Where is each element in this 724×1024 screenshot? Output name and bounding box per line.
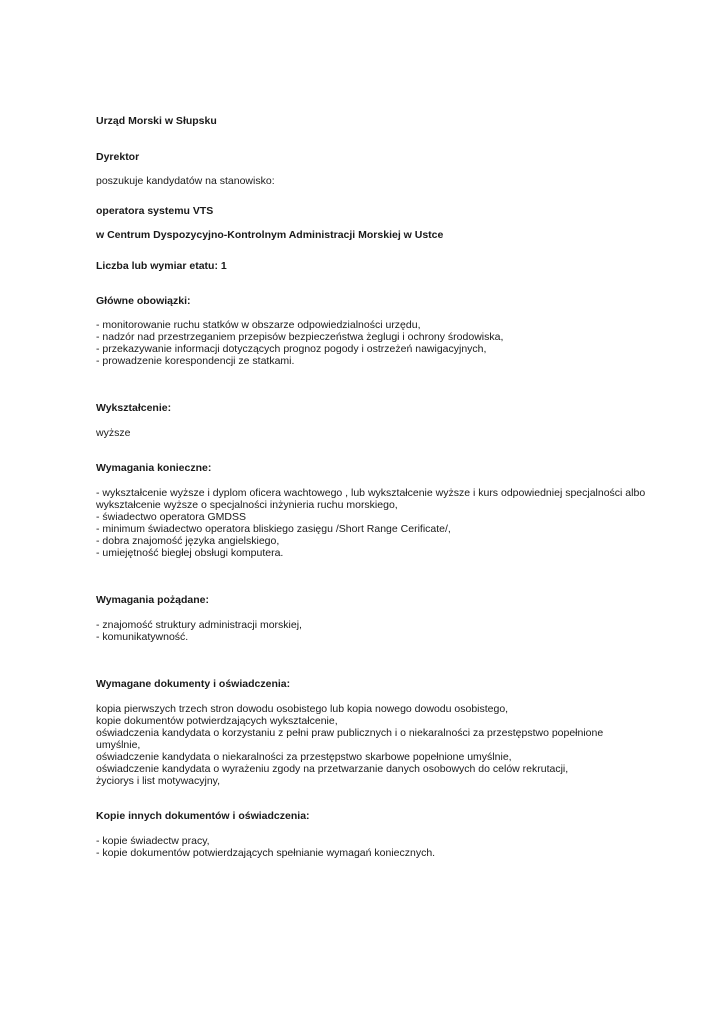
office-name: Urząd Morski w Słupsku [96,115,217,127]
position-title: operatora systemu VTS [96,205,214,217]
position-location: w Centrum Dyspozycyjno-Kontrolnym Administracji Morskiej w Ustce [96,229,444,241]
other-docs-heading: Kopie innych dokumentów i oświadczenia: [96,810,310,822]
list-item: - monitorowanie ruchu statków w obszarze odpowiedzialności urzędu, [96,319,421,331]
director-title: Dyrektor [96,151,140,163]
list-item: - znajomość struktury administracji morskiej, [96,619,302,631]
list-item: - świadectwo operatora GMDSS [96,511,246,523]
list-item: oświadczenie kandydata o wyrażeniu zgody na przetwarzanie danych osobowych do celów rekrutacji, [96,763,569,775]
list-item: - dobra znajomość języka angielskiego, [96,535,280,547]
list-item: - prowadzenie korespondencji ze statkami. [96,355,295,367]
list-item: - minimum świadectwo operatora bliskiego zasięgu /Short Range Cerificate/, [96,523,451,535]
required-heading: Wymagania konieczne: [96,462,212,474]
list-item: życiorys i list motywacyjny, [96,775,221,787]
list-item: kopie dokumentów potwierdzających wykształcenie, [96,715,338,727]
desired-list [96,619,656,643]
list-item: - kopie dokumentów potwierdzających spełnianie wymagań koniecznych. [96,847,436,859]
documents-heading: Wymagane dokumenty i oświadczenia: [96,678,291,690]
list-item: - kopie świadectw pracy, [96,835,210,847]
list-item: - nadzór nad przestrzeganiem przepisów bezpieczeństwa żeglugi i ochrony środowiska, [96,331,504,343]
duties-heading: Główne obowiązki: [96,295,191,307]
list-item: - komunikatywność. [96,631,189,643]
list-item: oświadczenie kandydata o niekaralności za przestępstwo skarbowe popełnione umyślnie, [96,751,512,763]
list-item: wykształcenie wyższe o specjalności inżynieria ruchu morskiego, [96,499,398,511]
list-item: - przekazywanie informacji dotyczących prognoz pogody i ostrzeżeń nawigacyjnych, [96,343,487,355]
document-content [96,114,656,859]
list-item: oświadczenia kandydata o korzystaniu z pełni praw publicznych i o niekaralności za przestępstwo popełnione [96,727,604,739]
education-value: wyższe [96,427,131,439]
list-item: - umiejętność biegłej obsługi komputera. [96,547,284,559]
intro-text: poszukuje kandydatów na stanowisko: [96,175,275,187]
duties-list [96,319,656,367]
documents-list [96,703,656,787]
list-item: kopia pierwszych trzech stron dowodu osobistego lub kopia nowego dowodu osobistego, [96,703,509,715]
list-item: umyślnie, [96,739,141,751]
education-heading: Wykształcenie: [96,402,172,414]
other-docs-list [96,835,656,859]
positions-count: Liczba lub wymiar etatu: 1 [96,260,227,272]
desired-heading: Wymagania pożądane: [96,594,209,606]
list-item: - wykształcenie wyższe i dyplom oficera wachtowego , lub wykształcenie wyższe i kurs odpowiedniej specjalności albo [96,487,646,499]
required-list [96,487,656,559]
